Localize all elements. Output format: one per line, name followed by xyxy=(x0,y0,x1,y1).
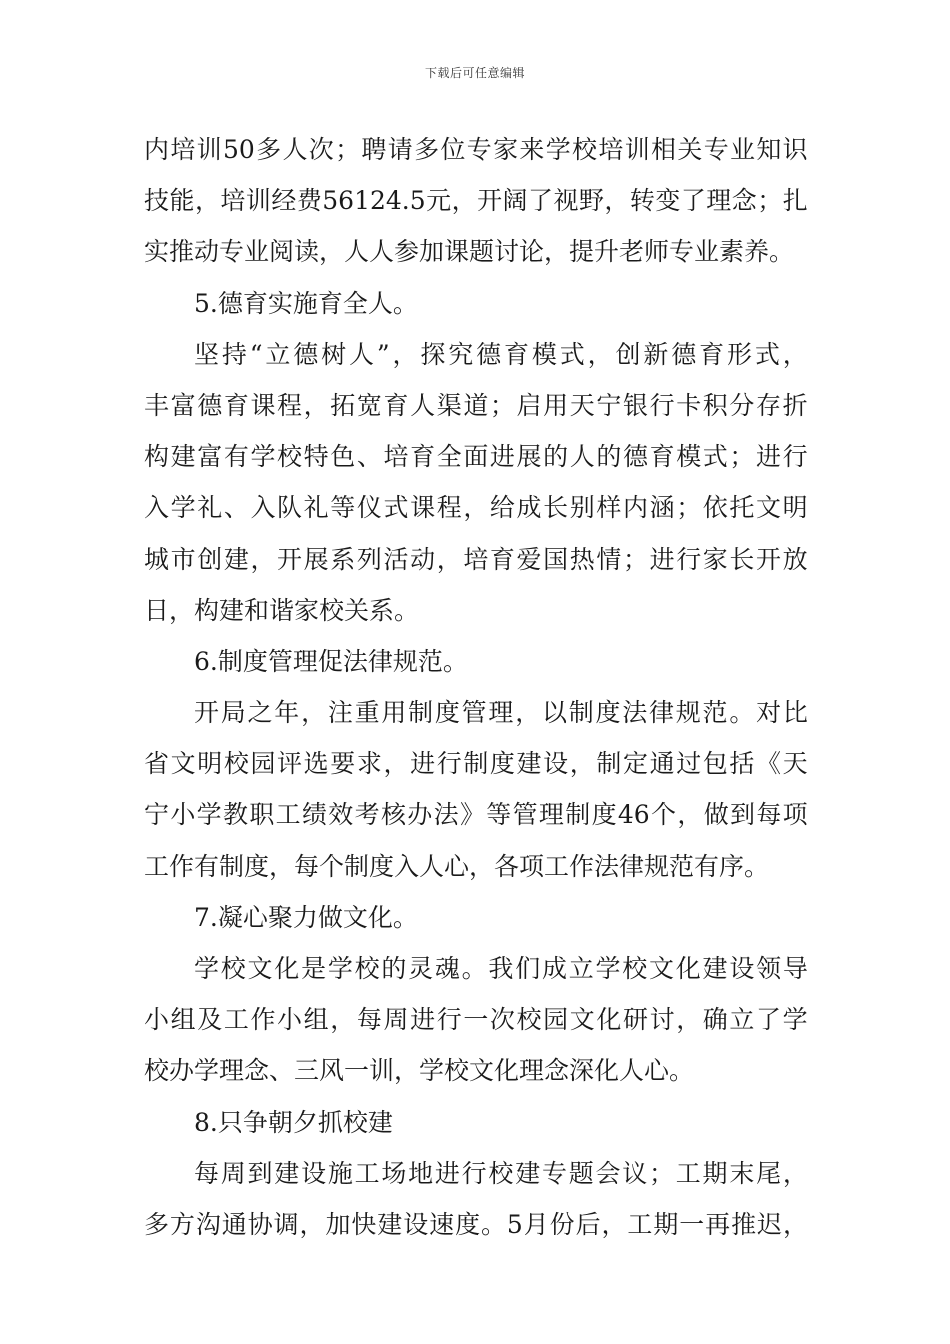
text-line: 实推动专业阅读，人人参加课题讨论，提升老师专业素养。 xyxy=(144,237,795,267)
text-line: 坚 持 “ 立 德 树 人 ” ， 探 究 德 育 模 式 ， 创 新 德 育 形 式 ， xyxy=(194,339,808,369)
text-line: 构 建 富 有 学 校 特 色 、 培 育 全 面 进 展 的 人 的 德 育 模 式 ； 进 行 xyxy=(144,442,808,472)
text-line: 城 市 创 建 ， 开 展 系 列 活 动 ， 培 育 爱 国 热 情 ； 进 行 家 长 开 放 xyxy=(144,544,808,574)
text-line: 技 能 ， 培 训 经 费 56124.5 元 ， 开 阔 了 视 野 ， 转 变 了 理 念 ； 扎 xyxy=(144,186,808,216)
page-header-note: 下载后可任意编辑 xyxy=(424,66,525,80)
text-line: 8.只争朝夕抓校建 xyxy=(194,1107,393,1137)
text-line: 6.制度管理促法律规范。 xyxy=(194,646,468,676)
text-line: 多 方 沟 通 协 调 ， 加 快 建 设 速 度 。 5 月 份 后 ， 工 期 一 再 推 迟 ， xyxy=(144,1209,808,1239)
text-line: 省 文 明 校 园 评 选 要 求 ， 进 行 制 度 建 设 ， 制 定 通 过 包 括 《 天 xyxy=(144,749,808,779)
text-line: 7.凝心聚力做文化。 xyxy=(194,902,418,932)
text-line: 日，构建和谐家校关系。 xyxy=(144,595,420,625)
document-body xyxy=(144,124,808,1250)
text-line: 5.德育实施育全人。 xyxy=(194,288,418,318)
text-line: 学 校 文 化 是 学 校 的 灵 魂 。 我 们 成 立 学 校 文 化 建 设 领 导 xyxy=(194,954,808,983)
text-line: 开 局 之 年 ， 注 重 用 制 度 管 理 ， 以 制 度 法 律 规 范 。 对 比 xyxy=(194,698,808,728)
text-line: 校办学理念、三风一训，学校文化理念深化人心。 xyxy=(144,1056,695,1086)
text-line: 小 组 及 工 作 小 组 ， 每 周 进 行 一 次 校 园 文 化 研 讨 ， 确 立 了 学 xyxy=(144,1005,808,1035)
text-line: 内 培 训 50 多 人 次 ； 聘 请 多 位 专 家 来 学 校 培 训 相 关 专 业 知 识 xyxy=(144,135,808,164)
text-line: 入 学 礼 、 入 队 礼 等 仪 式 课 程 ， 给 成 长 别 样 内 涵 ； 依 托 文 明 xyxy=(144,493,808,523)
text-line: 丰 富 德 育 课 程 ， 拓 宽 育 人 渠 道 ； 启 用 天 宁 银 行 卡 积 分 存 折 xyxy=(144,390,808,420)
text-line: 每 周 到 建 设 施 工 场 地 进 行 校 建 专 题 会 议 ； 工 期 末 尾 ， xyxy=(194,1158,808,1188)
text-line: 宁 小 学 教 职 工 绩 效 考 核 办 法 》 等 管 理 制 度 46 个 ， 做 到 每 项 xyxy=(144,800,808,830)
text-line: 工作有制度，每个制度入人心，各项工作法律规范有序。 xyxy=(144,851,770,881)
